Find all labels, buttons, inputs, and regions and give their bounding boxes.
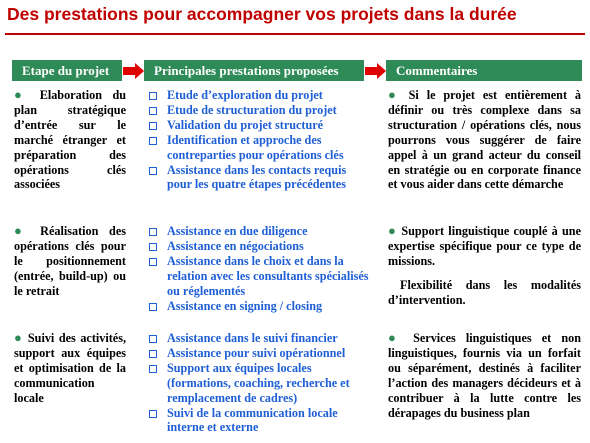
list-item: Assistance en due diligence: [147, 224, 369, 239]
checkbox-square-icon: [149, 335, 157, 343]
services-list-3: [147, 331, 369, 435]
stage-text: Suivi des activités, support aux équipes et optimisation de la communication locale: [14, 331, 126, 405]
header-comments: Commentaires: [386, 60, 582, 81]
comment-extra-text: Flexibilité dans les modalités d’intervention.: [388, 277, 581, 307]
title-underline: [5, 33, 585, 35]
list-item: Assistance dans le choix et dans la relation avec les consultants spécialisés ou réglementés: [147, 254, 369, 299]
checkbox-square-icon: [149, 137, 157, 145]
header-stage: Etape du projet: [12, 60, 122, 81]
comment-text: Support linguistique couplé à une expertise spécifique pour ce type de missions.: [388, 224, 581, 268]
stage-text: Réalisation des opérations clés pour le positionnement (entrée, build-up) ou le retrait: [14, 224, 126, 298]
comment-cell-3: [388, 331, 581, 420]
list-item: Suivi de la communication locale interne et externe: [147, 406, 369, 436]
bullet-dot-icon: ●: [388, 87, 401, 102]
checkbox-square-icon: [149, 107, 157, 115]
checkbox-square-icon: [149, 365, 157, 373]
checkbox-square-icon: [149, 243, 157, 251]
checkbox-square-icon: [149, 228, 157, 236]
checkbox-square-icon: [149, 303, 157, 311]
checkbox-square-icon: [149, 350, 157, 358]
list-item: Assistance dans le suivi financier: [147, 331, 369, 346]
bullet-dot-icon: ●: [14, 223, 30, 238]
list-item: Validation du projet structuré: [147, 118, 369, 133]
stage-cell-3: [14, 331, 126, 406]
comment-cell-1: [388, 88, 581, 192]
list-item: Assistance pour suivi opérationnel: [147, 346, 369, 361]
checkbox-square-icon: [149, 167, 157, 175]
bullet-dot-icon: ●: [14, 87, 30, 102]
list-item: Etude d’exploration du projet: [147, 88, 369, 103]
stage-cell-2: [14, 224, 126, 299]
comment-text: Si le projet est entièrement à définir ou très complexe dans sa structuration / opérations clés, nous pourrons vous suggérer de faire appel à un grand acteur du conseil en stratégie ou en corporate finance et vous aider dans cette démarche: [388, 88, 582, 192]
checkbox-square-icon: [149, 92, 157, 100]
list-item: Support aux équipes locales (formations, coaching, recherche et remplacement de cadres): [147, 361, 369, 406]
checkbox-square-icon: [149, 258, 157, 266]
checkbox-square-icon: [149, 410, 157, 418]
comment-cell-2: [388, 224, 581, 308]
comment-text: Services linguistiques et non linguistiques, fournis via un forfait ou séparément, destinés à faciliter l’action des managers décideurs et à contribuer à la lutte contre les dérapages du business plan: [388, 331, 582, 420]
page-title: Des prestations pour accompagner vos projets dans la durée: [7, 4, 517, 24]
stage-text: Elaboration du plan stratégique d’entrée sur le marché étranger et préparation des opérations clés associées: [14, 88, 127, 192]
list-item: Identification et approche des contreparties pour opérations clés: [147, 133, 369, 163]
checkbox-square-icon: [149, 122, 157, 130]
list-item: Assistance dans les contacts requis pour les quatre étapes précédentes: [147, 163, 369, 193]
list-item: Assistance en négociations: [147, 239, 369, 254]
list-item: Assistance en signing / closing: [147, 299, 369, 314]
header-services: Principales prestations proposées: [144, 60, 364, 81]
bullet-dot-icon: ●: [14, 330, 24, 345]
bullet-dot-icon: ●: [388, 223, 398, 238]
stage-cell-1: [14, 88, 126, 192]
services-list-1: [147, 88, 369, 192]
list-item: Etude de structuration du projet: [147, 103, 369, 118]
services-list-2: [147, 224, 369, 313]
bullet-dot-icon: ●: [388, 330, 403, 345]
